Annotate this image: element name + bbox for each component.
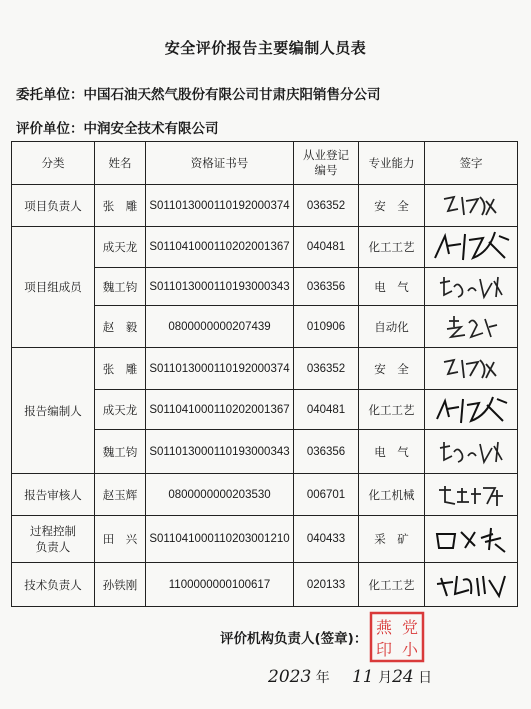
name-cell: 魏工钧 — [95, 430, 146, 474]
name-cell: 魏工钧 — [95, 268, 146, 306]
client-label: 委托单位： — [16, 87, 84, 103]
header-cert: 资格证书号 — [146, 142, 294, 185]
header-name: 姓名 — [95, 142, 146, 185]
date-line — [268, 667, 432, 687]
signature — [431, 524, 511, 554]
header-row — [12, 142, 518, 185]
reg-cell: 010906 — [294, 306, 359, 348]
table-row — [12, 516, 518, 563]
name-cell: 田 兴 — [95, 516, 146, 563]
table-row — [12, 185, 518, 227]
svg-text:燕: 燕 — [375, 618, 393, 637]
date-month: 11 — [351, 667, 374, 687]
svg-text:印: 印 — [375, 640, 393, 659]
reg-cell: 040481 — [294, 390, 359, 430]
ability-cell: 化工机械 — [359, 474, 425, 516]
cert-cell: S011041000110202001367 — [146, 390, 294, 430]
name-cell: 孙铁刚 — [95, 563, 146, 607]
svg-text:党: 党 — [401, 618, 419, 637]
date-day-unit: 日 — [418, 670, 433, 686]
ability-cell: 化工工艺 — [359, 563, 425, 607]
ability-cell: 采 矿 — [359, 516, 425, 563]
evaluator-label: 评价单位： — [16, 121, 84, 137]
agency-head-label: 评价机构负责人(签章)： — [220, 631, 368, 647]
category-cell: 项目组成员 — [12, 227, 95, 348]
signature-cell — [425, 268, 518, 306]
reg-cell: 040433 — [294, 516, 359, 563]
official-seal — [369, 611, 425, 663]
signature — [441, 313, 501, 341]
signature — [429, 228, 513, 266]
staff-table — [11, 141, 518, 607]
ability-cell: 自动化 — [359, 306, 425, 348]
signature — [436, 354, 506, 384]
ability-cell: 安 全 — [359, 185, 425, 227]
table-row — [12, 563, 518, 607]
document-title: 安全评价报告主要编制人员表 — [164, 39, 367, 57]
cert-cell: S011041000110203001210 — [146, 516, 294, 563]
category-cell: 过程控制 负责人 — [12, 516, 95, 563]
name-cell: 赵玉辉 — [95, 474, 146, 516]
header-ability: 专业能力 — [359, 142, 425, 185]
name-cell: 赵 毅 — [95, 306, 146, 348]
cert-cell: S011013000110193000343 — [146, 268, 294, 306]
signature — [434, 438, 508, 466]
reg-cell: 036356 — [294, 430, 359, 474]
signature-cell — [425, 563, 518, 607]
ability-cell: 安 全 — [359, 348, 425, 390]
reg-cell: 040481 — [294, 227, 359, 268]
signature-cell — [425, 306, 518, 348]
reg-cell: 036352 — [294, 185, 359, 227]
date-day: 24 — [392, 667, 414, 687]
name-cell: 成天龙 — [95, 227, 146, 268]
ability-cell: 化工工艺 — [359, 227, 425, 268]
header-category: 分类 — [12, 142, 95, 185]
date-year: 2023 — [268, 667, 312, 687]
evaluator-value: 中润安全技术有限公司 — [83, 121, 219, 137]
category-cell: 技术负责人 — [12, 563, 95, 607]
signature-cell — [425, 227, 518, 268]
cert-cell: 0800000000207439 — [146, 306, 294, 348]
signature-cell — [425, 516, 518, 563]
cert-cell: S011013000110193000343 — [146, 430, 294, 474]
reg-cell: 036356 — [294, 268, 359, 306]
table-row — [12, 227, 518, 268]
name-cell: 成天龙 — [95, 390, 146, 430]
cert-cell: S011041000110202001367 — [146, 227, 294, 268]
signature — [433, 570, 509, 600]
signature — [433, 482, 509, 508]
header-reg: 从业登记 编号 — [294, 142, 359, 185]
ability-cell: 电 气 — [359, 430, 425, 474]
cert-cell: S011013000110192000374 — [146, 185, 294, 227]
svg-text:小: 小 — [401, 640, 419, 659]
reg-cell: 036352 — [294, 348, 359, 390]
cert-cell: 1100000000100617 — [146, 563, 294, 607]
signature-cell — [425, 185, 518, 227]
signature-cell — [425, 474, 518, 516]
category-cell: 报告审核人 — [12, 474, 95, 516]
category-cell: 报告编制人 — [12, 348, 95, 474]
table-row — [12, 348, 518, 390]
ability-cell: 电 气 — [359, 268, 425, 306]
date-year-unit: 年 — [315, 670, 330, 686]
reg-cell: 006701 — [294, 474, 359, 516]
header-sign: 签字 — [425, 142, 518, 185]
signature — [431, 393, 511, 427]
signature-cell — [425, 348, 518, 390]
name-cell: 张 雕 — [95, 348, 146, 390]
signature — [434, 273, 508, 301]
cert-cell: 0800000000203530 — [146, 474, 294, 516]
signature-cell — [425, 390, 518, 430]
reg-cell: 020133 — [294, 563, 359, 607]
name-cell: 张 雕 — [95, 185, 146, 227]
client-line — [16, 83, 381, 103]
ability-cell: 化工工艺 — [359, 390, 425, 430]
signature-cell — [425, 430, 518, 474]
signature — [436, 191, 506, 221]
table-row — [12, 474, 518, 516]
client-value: 中国石油天然气股份有限公司甘肃庆阳销售分公司 — [83, 87, 381, 103]
cert-cell: S011013000110192000374 — [146, 348, 294, 390]
evaluator-line — [16, 117, 219, 137]
category-cell: 项目负责人 — [12, 185, 95, 227]
date-month-unit: 月 — [378, 670, 393, 686]
